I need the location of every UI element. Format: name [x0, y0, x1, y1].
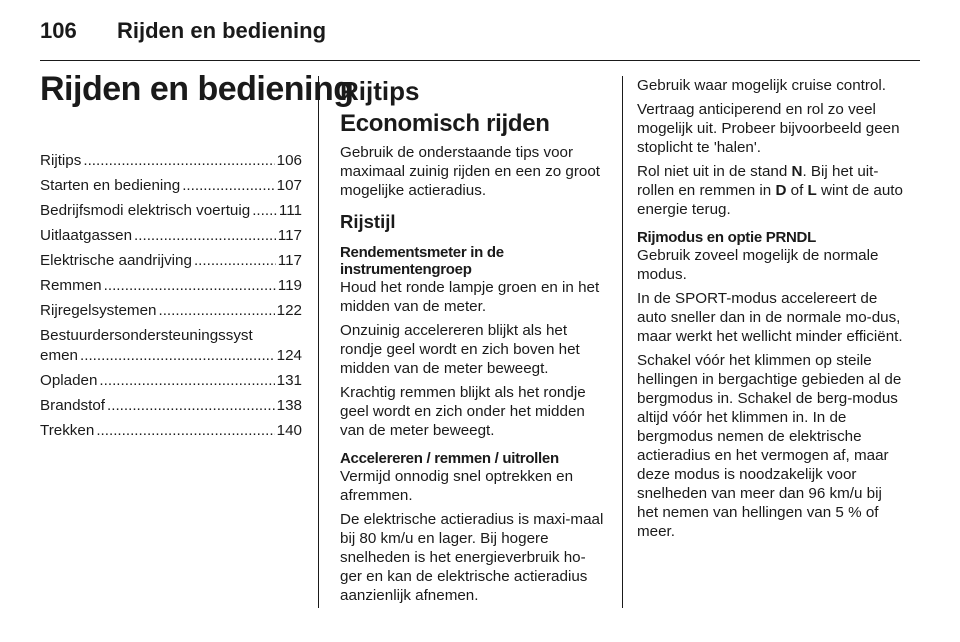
- running-header-title: Rijden en bediening: [117, 18, 327, 43]
- chapter-title: Rijden en bediening: [40, 70, 354, 108]
- toc-entry-title: Uitlaatgassen: [40, 227, 133, 244]
- toc-entry-title: Opladen: [40, 372, 98, 389]
- toc-entry-title: Elektrische aandrijving: [40, 252, 192, 269]
- toc-entry-page: 117: [277, 227, 302, 244]
- paragraph: Krachtig remmen blijkt als het rondje geel wordt en zich onder het midden van de meter beweegt.: [340, 384, 586, 439]
- toc-entry-title: Remmen: [40, 277, 102, 294]
- column-divider-left: [318, 76, 319, 608]
- toc-entry[interactable]: [40, 151, 302, 171]
- toc-entry-page: 106: [276, 152, 302, 169]
- toc-entry-title: Bedrijfsmodi elektrisch voertuig: [40, 202, 251, 219]
- toc-entry[interactable]: [40, 201, 302, 221]
- toc-entry[interactable]: [40, 371, 302, 391]
- middle-column: [340, 76, 604, 610]
- column-divider-right: [622, 76, 623, 608]
- paragraph: Schakel vóór het klimmen op steile hellingen in bergachtige gebieden al de bergmodus in. Schakel de berg-modus altijd vóór het klimmen in. In de bergmodus nemen de elektrische actieradius en het vermogen af, maar deze modus is noodzakelijk voor snelheden van meer dan 96 km/u bij het nemen van hellingen van 5 % of meer.: [637, 352, 902, 540]
- toc-entry-page: 140: [276, 422, 302, 439]
- topic-heading: Rijstijl: [340, 211, 396, 232]
- toc-entry[interactable]: [40, 276, 302, 296]
- section-heading: Rijtips: [340, 76, 420, 106]
- toc-entry-page: 117: [277, 252, 302, 269]
- paragraph: De elektrische actieradius is maxi-maal bij 80 km/u en lager. Bij hogere snelheden is het energieverbruik ho-ger en kan de elektrische actieradius aanzienlijk afnemen.: [340, 511, 604, 604]
- toc-entry[interactable]: [40, 326, 302, 366]
- toc-entry-title: Brandstof: [40, 397, 106, 414]
- toc-entry-page: 131: [276, 372, 302, 389]
- paragraph: Vertraag anticiperend en rol zo veel mogelijk uit. Probeer bijvoorbeeld geen stoplicht te 'halen'.: [637, 101, 900, 156]
- toc-entry-page: 122: [276, 302, 302, 319]
- toc-entry-title: Rijtips: [40, 152, 82, 169]
- toc-entry-page: 119: [277, 277, 302, 294]
- paragraph: Onzuinig accelereren blijkt als het rondje geel wordt en zich boven het midden van de meter beweegt.: [340, 322, 580, 377]
- subsection-heading: Economisch rijden: [340, 110, 550, 137]
- toc-entry-page: 124: [276, 347, 302, 364]
- paragraph: Gebruik zoveel mogelijk de normale modus.: [637, 247, 879, 283]
- toc-entry-page: 107: [276, 177, 302, 194]
- minor-heading: Rendementsmeter in de instrumentengroep: [340, 244, 504, 278]
- right-column: [637, 76, 905, 546]
- paragraph: Gebruik waar mogelijk cruise control.: [637, 77, 886, 94]
- toc-entry[interactable]: [40, 251, 302, 271]
- toc-entry-page: 111: [278, 202, 302, 219]
- toc-entry-title: Trekken: [40, 422, 95, 439]
- toc-entry[interactable]: [40, 421, 302, 441]
- minor-heading: Accelereren / remmen / uitrollen: [340, 450, 559, 467]
- toc-entry-title: Bestuurdersondersteuningssyst: [40, 327, 253, 344]
- gear-letter: D: [775, 182, 787, 199]
- gear-letter: L: [807, 182, 817, 199]
- table-of-contents: [40, 151, 302, 446]
- gear-letter: N: [791, 163, 803, 180]
- paragraph: Vermijd onnodig snel optrekken en afremmen.: [340, 468, 574, 504]
- toc-entry[interactable]: [40, 176, 302, 196]
- toc-entry-page: 138: [276, 397, 302, 414]
- toc-entry[interactable]: [40, 226, 302, 246]
- header-divider: [40, 60, 920, 61]
- toc-entry[interactable]: [40, 396, 302, 416]
- page-number: 106: [40, 18, 77, 43]
- paragraph: Gebruik de onderstaande tips voor maximaal zuinig rijden en een zo groot mogelijke actieradius.: [340, 144, 601, 199]
- paragraph: Houd het ronde lampje groen en in het midden van de meter.: [340, 279, 600, 315]
- paragraph: Rol niet uit in de stand N. Bij het uit-rollen en remmen in D of L wint de auto energie terug.: [637, 163, 903, 218]
- toc-entry-title: Starten en bediening: [40, 177, 181, 194]
- toc-entry-title-continued: emen: [40, 347, 78, 364]
- paragraph: In de SPORT-modus accelereert de auto sneller dan in de normale mo-dus, maar werkt het wellicht minder efficiënt.: [637, 290, 903, 345]
- minor-heading: Rijmodus en optie PRNDL: [637, 229, 816, 246]
- toc-entry-title: Rijregelsystemen: [40, 302, 157, 319]
- toc-entry[interactable]: [40, 301, 302, 321]
